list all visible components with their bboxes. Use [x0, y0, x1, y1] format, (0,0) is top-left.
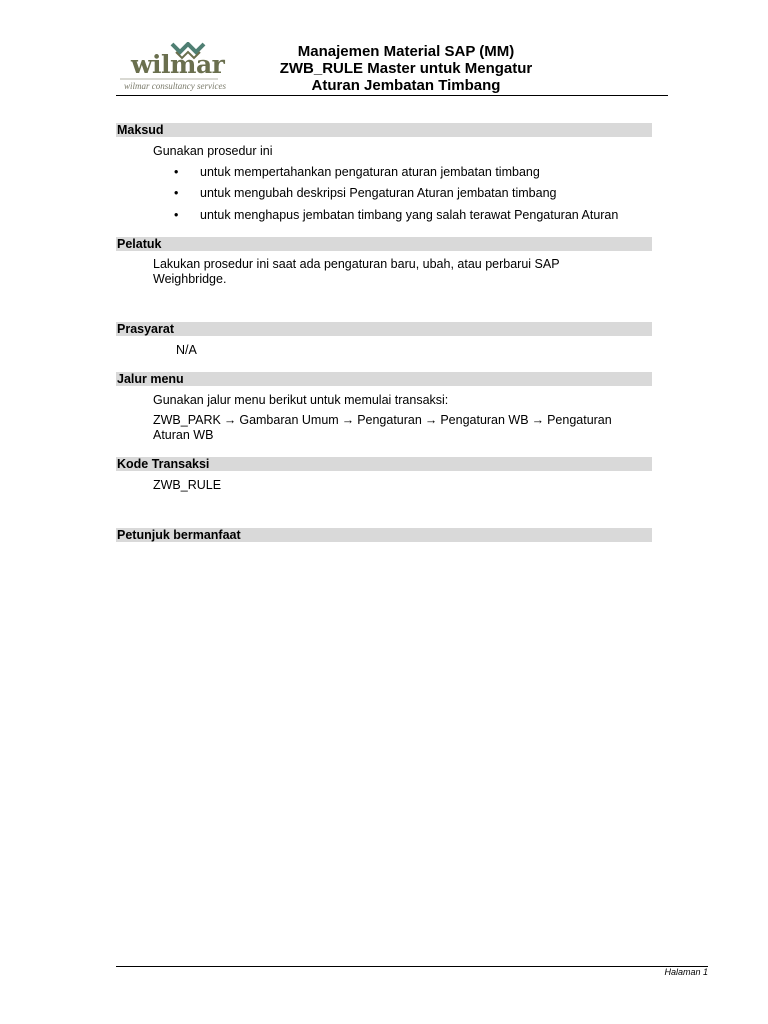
maksud-intro: Gunakan prosedur ini: [153, 144, 273, 158]
section-heading-prasyarat: Prasyarat: [116, 322, 652, 336]
arrow-right-icon: →: [341, 413, 355, 427]
title-line-1: Manajemen Material SAP (MM): [297, 43, 515, 60]
section-heading-jalur-menu: Jalur menu: [116, 372, 652, 386]
bullet-icon: •: [174, 208, 179, 222]
footer-divider: [116, 966, 708, 967]
menu-path-continuation: Aturan WB: [153, 428, 214, 442]
company-logo: [120, 42, 226, 94]
title-line-3: Aturan Jembatan Timbang: [311, 77, 501, 94]
bullet-icon: •: [174, 186, 179, 200]
list-item-text: untuk mempertahankan pengaturan aturan jembatan timbang: [200, 165, 540, 179]
section-heading-pelatuk: Pelatuk: [116, 237, 652, 251]
section-heading-maksud: Maksud: [116, 123, 652, 137]
jalur-menu-intro: Gunakan jalur menu berikut untuk memulai transaksi:: [153, 393, 449, 407]
section-heading-petunjuk: Petunjuk bermanfaat: [116, 528, 652, 542]
menu-path-step: ZWB_PARK: [153, 413, 221, 427]
page-header: [116, 38, 668, 96]
list-item-text: untuk menghapus jembatan timbang yang salah terawat Pengaturan Aturan: [200, 208, 619, 222]
logo-tagline: wilmar consultancy services: [124, 81, 226, 91]
bullet-icon: •: [174, 165, 179, 179]
pelatuk-line-2: Weighbridge.: [153, 272, 227, 286]
arrow-right-icon: →: [424, 413, 438, 427]
arrow-right-icon: →: [223, 413, 237, 427]
transaction-code: ZWB_RULE: [153, 478, 222, 492]
menu-path-step: Pengaturan WB: [440, 413, 529, 427]
page-number: Halaman 1: [664, 967, 708, 977]
pelatuk-line-1: Lakukan prosedur ini saat ada pengaturan baru, ubah, atau perbarui SAP: [153, 257, 560, 271]
section-heading-kode-transaksi: Kode Transaksi: [116, 457, 652, 471]
list-item-text: untuk mengubah deskripsi Pengaturan Aturan jembatan timbang: [200, 186, 557, 200]
menu-path-step: Gambaran Umum: [239, 413, 339, 427]
logo-wordmark: wilmar: [131, 50, 225, 79]
arrow-right-icon: →: [531, 413, 545, 427]
prasyarat-text: N/A: [176, 343, 197, 357]
menu-path-step: Pengaturan: [547, 413, 612, 427]
menu-path: [153, 413, 612, 428]
document-title: [246, 43, 566, 94]
menu-path-step: Pengaturan: [357, 413, 422, 427]
title-line-2: ZWB_RULE Master untuk Mengatur: [279, 60, 533, 77]
